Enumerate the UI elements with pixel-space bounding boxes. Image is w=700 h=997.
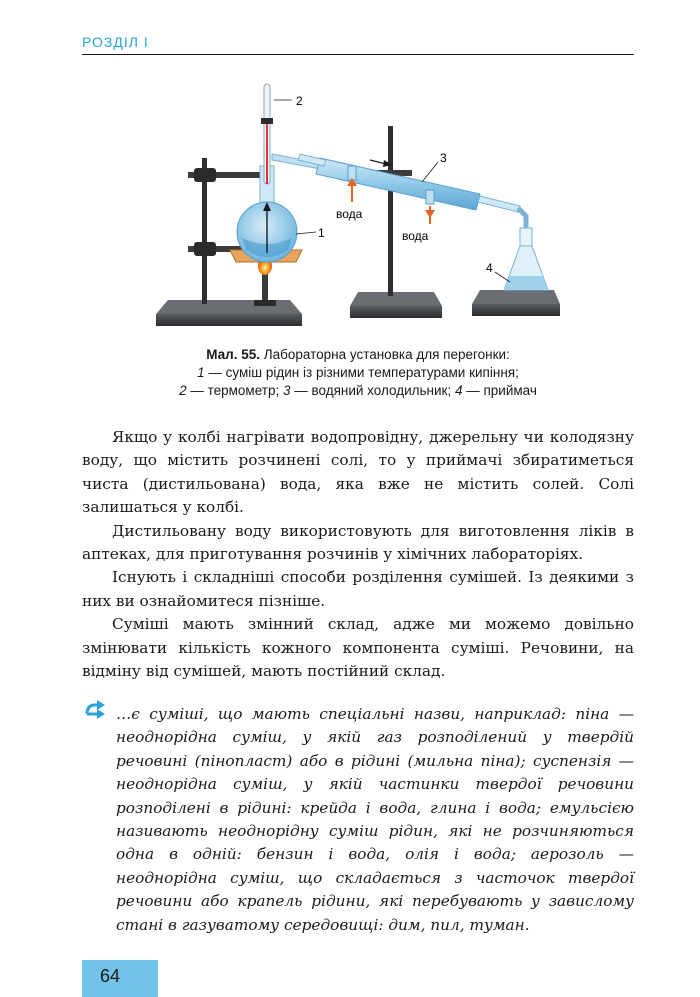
condenser [298,154,520,212]
paragraph: Існують і складніші способи розділення сумішей. Із деякими з них ви ознайомитеся пізніше. [82,568,634,610]
label-4: 4 [486,261,493,275]
paragraph: Суміші мають змінний склад, адже ми можемо довільно змінювати кількість кожного компонента суміші. Речовини, на відміну від сумішей, мають постійний склад. [82,615,634,681]
page-header [82,28,634,55]
receiver-flask [504,228,548,290]
page-number: 64 [100,966,121,986]
paragraph: Якщо у колбі нагрівати водопровідну, джерельну чи колодязну воду, що містить розчинені солі, то у приймачі збиратиметься чиста (дистильована) вода, яка вже не містить солей. Солі залишаться у колбі. [82,428,634,517]
label-1: 1 [318,226,325,240]
caption-title: Лабораторна установка для перегонки: [260,347,510,362]
caption-line3c: — приймач [462,383,537,398]
caption-n1: 1 [197,365,205,380]
distillation-figure [150,78,570,338]
outlet-tube [518,208,526,228]
caption-n4: 4 [454,383,463,398]
paragraph: Дистильовану воду використовують для виготовлення ліків в аптеках, для приготування розчинів у хімічних лабораторіях. [82,521,634,564]
label-water-right: вода [402,229,429,243]
note-arrow-icon [84,700,106,722]
caption-line3b: — водяний холодильник; [290,383,455,398]
label-2: 2 [296,94,303,108]
label-water-left: вода [336,207,363,221]
figure-caption [82,346,634,400]
page-number-box [82,960,158,997]
section-label: РОЗДІЛ І [82,34,149,50]
caption-prefix: Мал. 55. [206,347,260,362]
burner [254,257,276,306]
stand-middle [350,126,442,318]
caption-n2: 2 [179,383,187,398]
stand-right [472,290,560,316]
caption-n3: 3 [282,383,291,398]
note-text: …є суміші, що мають спеціальні назви, наприклад: піна — неоднорідна суміш, у якій газ розподілений у твердій речовині (пінопласт) або в рідині (мильна піна); суспензія — неоднорідна суміш, у якій частинки твердої речовини розподілені в рідині: крейда і вода, глина і вода; емульсією називають неоднорідну суміш рідин, які не розчиняються одна в одній: бензин і вода, олія і вода; аерозоль — неоднорідна суміш, що складається з часточок твердої речовини або крапель рідини, які перебувають у завислому стані в газуватому середовищі: дим, пил, туман. [116,705,634,934]
caption-line3a: — термометр; [186,383,283,398]
label-3: 3 [440,151,447,165]
caption-line2: — суміш рідин із різними температурами кипіння; [204,365,519,380]
body-text [82,426,634,683]
